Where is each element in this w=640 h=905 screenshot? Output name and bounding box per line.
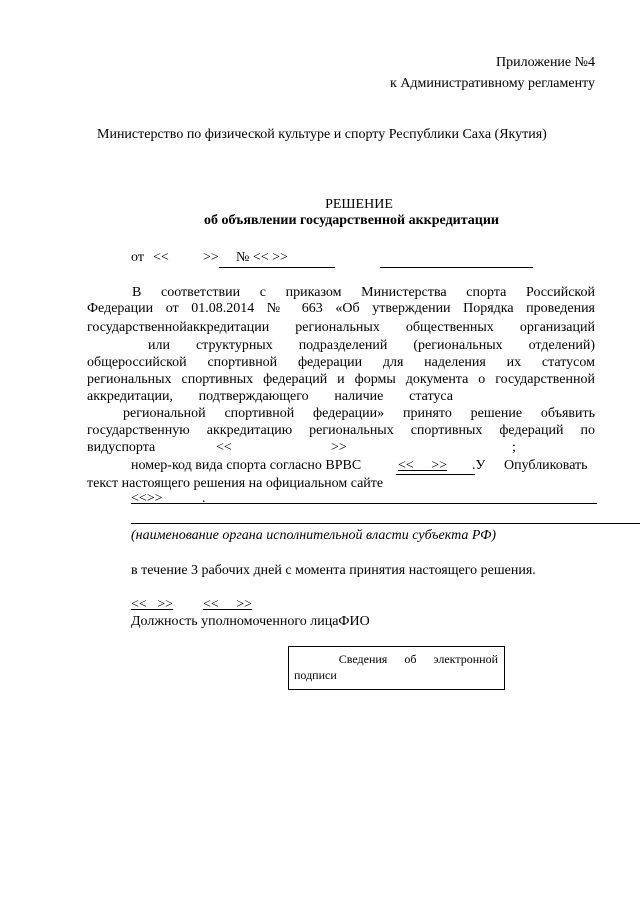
- date-open-placeholder: <<: [153, 250, 169, 265]
- signature-placeholder-2: << >>: [203, 597, 253, 612]
- sport-code-end: .У: [472, 458, 486, 473]
- site-placeholder: <<>>: [131, 491, 163, 506]
- esignature-box: [288, 646, 505, 690]
- position-label: Должность уполномоченного лицаФИО: [131, 614, 370, 629]
- body-line-5: общероссийской спортивной федерации для наделения их статусом: [87, 355, 595, 370]
- body-line-9: государственную аккредитацию региональных спортивных федераций по: [87, 423, 595, 438]
- deadline-text: в течение 3 рабочих дней с момента принятия настоящего решения.: [131, 563, 536, 578]
- sport-type-close: >>: [331, 440, 347, 455]
- body-line-8: региональной спортивной федерации» принято решение объявить: [123, 406, 595, 421]
- sport-code-placeholder: << >>: [398, 458, 448, 473]
- site-underline-2: [131, 523, 640, 524]
- regulation-label: к Административному регламенту: [390, 76, 595, 91]
- body-line-4: или структурных подразделений (региональных отделений): [148, 338, 595, 353]
- number-placeholder: № << >>: [236, 250, 288, 265]
- sport-type-label: видуспорта: [87, 440, 156, 455]
- date-from-label: от: [131, 250, 144, 265]
- publish-text: текст настоящего решения на официальном сайте: [87, 476, 384, 491]
- publish-label: Опубликовать: [504, 458, 588, 473]
- date-close-placeholder: >>: [203, 250, 219, 265]
- body-line-2: Федерации от 01.08.2014 № 663 «Об утверждении Порядка проведения: [87, 301, 595, 316]
- document-title: РЕШЕНИЕ: [325, 197, 393, 212]
- date-underline: [219, 267, 335, 268]
- body-line-7: аккредитации, подтверждающего наличие статуса: [87, 389, 453, 404]
- ministry-name: Министерство по физической культуре и спорту Республики Саха (Якутия): [97, 127, 547, 142]
- appendix-label: Приложение №4: [496, 55, 595, 70]
- sport-code-underline: [396, 474, 475, 475]
- sport-code-label: номер-код вида спорта согласно ВРВС: [131, 458, 362, 473]
- esignature-line-1: Сведения об электронной: [338, 652, 498, 666]
- body-line-6: региональных спортивных федераций и формы документа о государственной: [87, 372, 595, 387]
- sport-type-open: <<: [216, 440, 232, 455]
- organ-caption: (наименование органа исполнительной власти субъекта РФ): [131, 528, 496, 543]
- esignature-line-2: подписи: [294, 668, 337, 682]
- site-dot: .: [202, 491, 206, 506]
- site-underline-1: [131, 503, 597, 504]
- document-subtitle: об объявлении государственной аккредитации: [204, 213, 499, 228]
- body-line-3: государственнойаккредитации региональных общественных организаций: [87, 320, 595, 335]
- number-underline: [380, 267, 533, 268]
- body-line-1: В соответствии с приказом Министерства спорта Российской: [132, 285, 595, 300]
- sport-type-semicolon: ;: [512, 440, 516, 455]
- signature-placeholder-1: << >>: [131, 597, 174, 612]
